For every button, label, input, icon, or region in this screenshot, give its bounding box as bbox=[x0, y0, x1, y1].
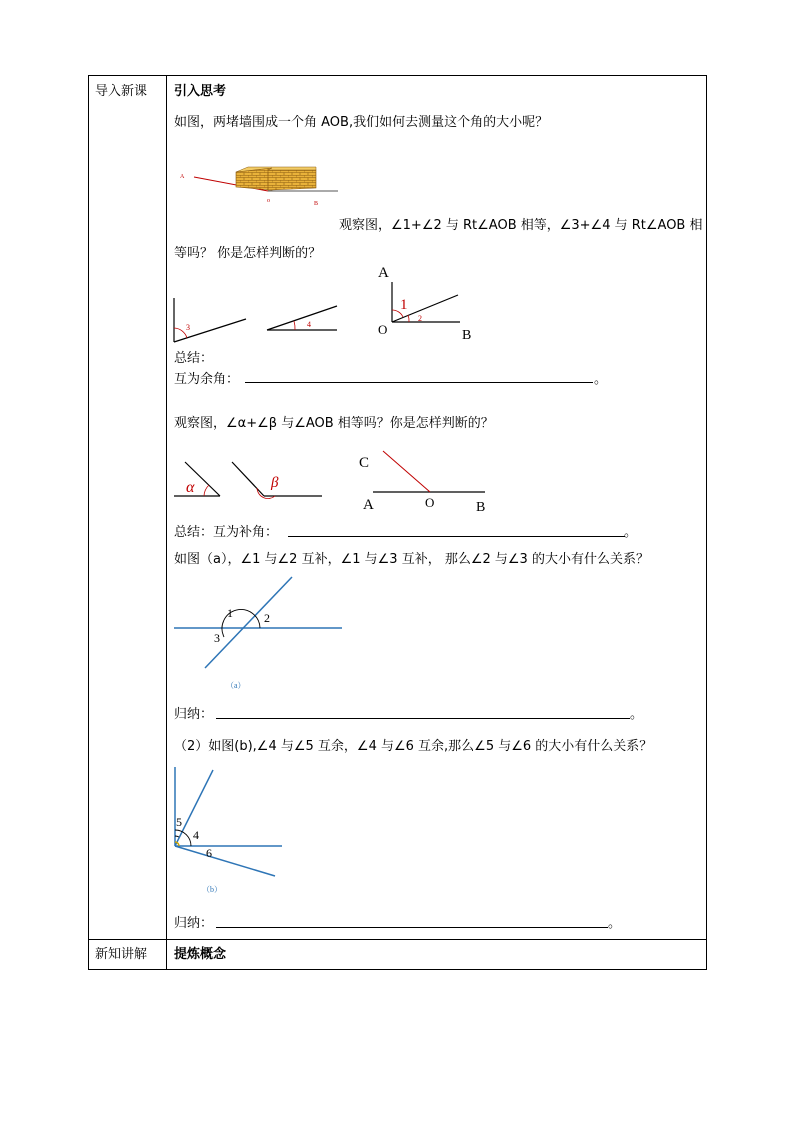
row-label-new-knowledge: 新知讲解 bbox=[95, 947, 148, 962]
fig-b-caption: （b） bbox=[202, 885, 222, 894]
point-label-o: O bbox=[378, 322, 388, 337]
table-column-divider bbox=[166, 75, 167, 969]
table-row-divider bbox=[88, 939, 707, 940]
table-right-border bbox=[706, 75, 707, 969]
fig-a-caption: （a） bbox=[226, 681, 246, 690]
complement-label: 互为余角： bbox=[174, 372, 240, 387]
point-label-a: A bbox=[378, 265, 389, 281]
fig-a-label-3: 3 bbox=[214, 631, 220, 645]
point-label-o2: O bbox=[425, 495, 435, 510]
supplement-label: 总结：互为补角： bbox=[174, 525, 279, 540]
angle-label-alpha: α bbox=[186, 479, 195, 496]
angle-label-beta: β bbox=[271, 475, 279, 491]
complement-blank[interactable] bbox=[245, 382, 593, 383]
supplement-period: 。 bbox=[624, 525, 638, 540]
point-label-a2: A bbox=[363, 497, 374, 513]
question-b: （2）如图(b),∠4 与∠5 互余，∠4 与∠6 互余,那么∠5 与∠6 的大小有什么关系？ bbox=[174, 739, 653, 754]
induce-period-b: 。 bbox=[608, 916, 622, 931]
wall-right bbox=[268, 170, 316, 190]
concept-heading: 提炼概念 bbox=[174, 947, 227, 962]
supplement-angles-figure bbox=[170, 448, 500, 514]
supplement-blank[interactable] bbox=[288, 536, 625, 537]
summary-label: 总结： bbox=[174, 351, 214, 366]
question-a: 如图（a），∠1 与∠2 互补，∠1 与∠3 互补， 那么∠2 与∠3 的大小有什么关系？ bbox=[174, 552, 649, 567]
complement-period: 。 bbox=[594, 372, 608, 387]
point-label-c: C bbox=[359, 455, 370, 471]
induce-blank-b[interactable] bbox=[216, 927, 608, 928]
wall-label-o: o bbox=[267, 198, 270, 204]
section-heading: 引入思考 bbox=[174, 84, 227, 99]
observe-question-2: 观察图，∠α+∠β 与∠AOB 相等吗？你是怎样判断的？ bbox=[174, 416, 494, 431]
angle-label-4: 4 bbox=[307, 320, 311, 329]
table-bottom-border bbox=[88, 969, 707, 970]
point-label-b2: B bbox=[476, 500, 486, 515]
row-label-intro: 导入新课 bbox=[95, 84, 148, 99]
fig-b-label-6: 6 bbox=[206, 846, 212, 860]
observe-question-1-line1: 观察图，∠1+∠2 与 Rt∠AOB 相等，∠3+∠4 与 Rt∠AOB 相 bbox=[339, 218, 703, 233]
figure-a bbox=[172, 574, 344, 692]
wall-question: 如图，两堵墙围成一个角 AOB,我们如何去测量这个角的大小呢？ bbox=[174, 115, 549, 130]
angle-label-3: 3 bbox=[186, 323, 190, 332]
wall-label-a: A bbox=[180, 174, 185, 180]
angle-label-2: 2 bbox=[418, 314, 422, 323]
induce-period-a: 。 bbox=[630, 707, 644, 722]
fig-b-label-5: 5 bbox=[176, 815, 182, 829]
fig-b-label-4: 4 bbox=[193, 828, 199, 842]
induce-label-a: 归纳： bbox=[174, 707, 214, 722]
table-left-border bbox=[88, 75, 89, 969]
table-top-border bbox=[88, 75, 707, 76]
fig-a-label-2: 2 bbox=[264, 611, 270, 625]
angle-label-1: 1 bbox=[400, 297, 408, 313]
complement-angles-figure bbox=[170, 262, 490, 344]
observe-question-1-line2: 等吗？ 你是怎样判断的？ bbox=[174, 246, 322, 261]
wall-label-b: B bbox=[314, 201, 319, 207]
fig-a-label-1: 1 bbox=[227, 606, 233, 620]
figure-b bbox=[170, 764, 290, 896]
brick-wall-figure bbox=[176, 160, 346, 210]
induce-blank-a[interactable] bbox=[216, 718, 630, 719]
point-label-b: B bbox=[462, 328, 472, 343]
induce-label-b: 归纳： bbox=[174, 916, 214, 931]
